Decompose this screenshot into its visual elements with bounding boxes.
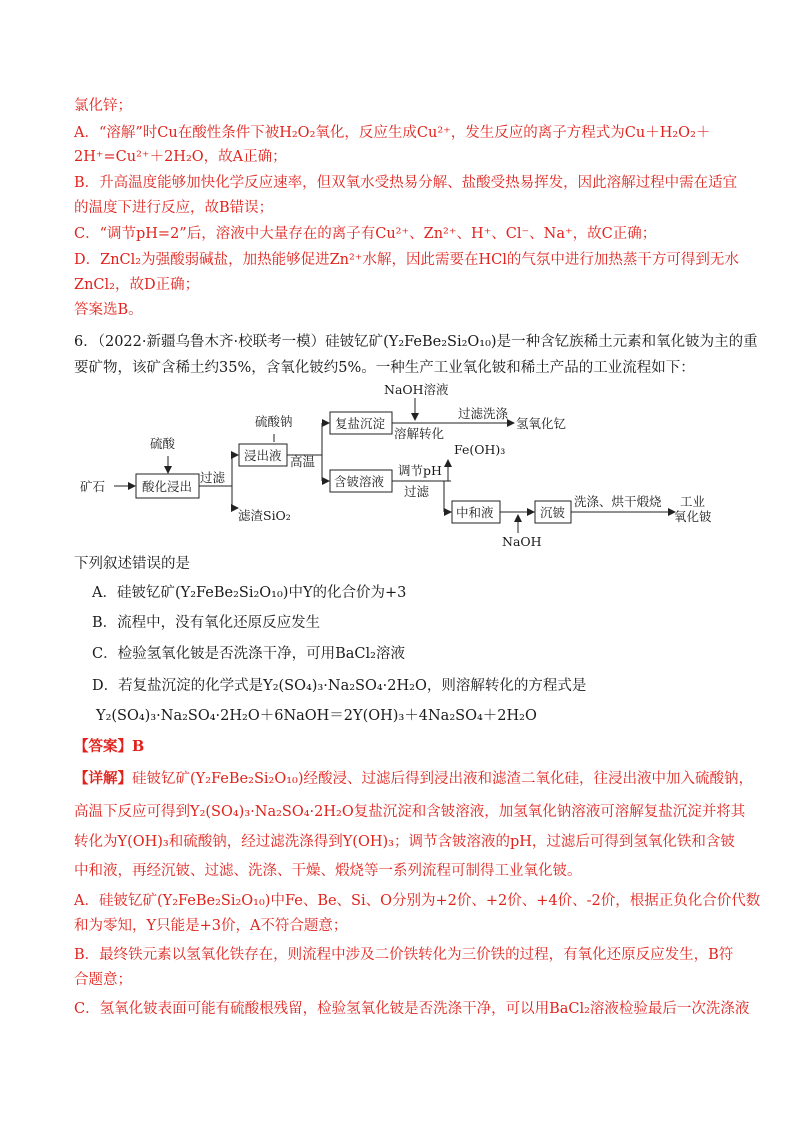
- option-c: C．检验氢氧化铍是否洗涤干净，可用BaCl₂溶液: [92, 646, 405, 662]
- flow-ore: 矿石: [80, 479, 106, 494]
- flow-neutral: 中和液: [456, 505, 494, 520]
- explain-prev-l2: A．“溶解”时Cu在酸性条件下被H₂O₂氧化，反应生成Cu²⁺，发生反应的离子方程式为Cu＋H₂O₂＋: [74, 125, 711, 141]
- option-b: B．流程中，没有氧化还原反应发生: [92, 615, 321, 631]
- explanation-label: 【详解】: [74, 770, 132, 787]
- question-prompt: 下列叙述错误的是: [74, 556, 190, 572]
- flow-be-solution: 含铍溶液: [334, 474, 385, 489]
- explanation-c-l1: C．氢氧化铍表面可能有硫酸根残留，检验氢氧化铍是否洗涤干净，可以用BaCl₂溶液检验最后一次洗涤液: [74, 1001, 750, 1017]
- flow-filter1: 过滤: [200, 470, 226, 485]
- explanation-l3: 转化为Y(OH)₃和硫酸钠，经过滤洗涤得到Y(OH)₃；调节含铍溶液的pH，过滤后可得到氢氧化铁和含铍: [74, 834, 735, 850]
- flow-fe-oh: Fe(OH)₃: [454, 442, 506, 457]
- explanation-a-l2: 和为零知，Y只能是+3价，A不符合题意；: [74, 918, 348, 934]
- explain-prev-l5: 的温度下进行反应，故B错误；: [74, 200, 274, 216]
- flow-product-2: 氧化铍: [674, 509, 712, 524]
- explain-prev-answer: 答案选B。: [74, 302, 143, 318]
- flow-y-oh: 氢氧化钇: [516, 416, 567, 431]
- flow-naoh: NaOH: [502, 534, 542, 549]
- flow-residue: 滤渣SiO₂: [238, 508, 291, 523]
- explanation-b-l1: B．最终铁元素以氢氧化铁存在，则流程中涉及二价铁转化为三价铁的过程，有氧化还原反应发生，B符: [74, 947, 734, 963]
- flow-be-precip: 沉铍: [540, 505, 566, 520]
- flow-leachate: 浸出液: [244, 448, 282, 463]
- explanation-l1: [74, 769, 753, 789]
- explain-prev-l8: ZnCl₂，故D正确；: [74, 277, 200, 293]
- process-flowchart: [80, 378, 730, 550]
- question-stem-l1: 6．（2022·新疆乌鲁木齐·校联考一模）硅铍钇矿(Y₂FeBe₂Si₂O₁₀)是一种含钇族稀土元素和氧化铍为主的重: [74, 334, 758, 350]
- question-stem-l2: 要矿物，该矿含稀土约35%，含氧化铍约5%。一种生产工业氧化铍和稀土产品的工业流程如下：: [74, 360, 695, 376]
- flow-sulfuric: 硫酸: [150, 436, 176, 451]
- explain-prev-l7: D．ZnCl₂为强酸弱碱盐，加热能够促进Zn²⁺水解，因此需要在HCl的气氛中进行加热蒸干方可得到无水: [74, 252, 739, 268]
- explain-prev-l3: 2H⁺=Cu²⁺＋2H₂O，故A正确；: [74, 149, 287, 165]
- explanation-l4: 中和液，再经沉铍、过滤、洗涤、干燥、煅烧等一系列流程可制得工业氧化铍。: [74, 863, 582, 879]
- explain-prev-l1: 氯化锌；: [74, 98, 132, 114]
- explanation-text-l1: 硅铍钇矿(Y₂FeBe₂Si₂O₁₀)经酸浸、过滤后得到浸出液和滤渣二氧化硅，往浸出液中加入硫酸钠，: [132, 771, 753, 787]
- answer-label: 【答案】B: [74, 738, 145, 755]
- option-d-equation: Y₂(SO₄)₃·Na₂SO₄·2H₂O＋6NaOH＝2Y(OH)₃＋4Na₂SO₄＋2H₂O: [96, 708, 537, 724]
- flow-dissolve: 溶解转化: [394, 426, 445, 441]
- flow-filter-wash: 过滤洗涤: [458, 406, 509, 421]
- flow-adjust-ph: 调节pH: [398, 463, 442, 478]
- flow-double-salt: 复盐沉淀: [335, 416, 386, 431]
- explain-prev-l4: B．升高温度能够加快化学反应速率，但双氧水受热易分解、盐酸受热易挥发，因此溶解过程中需在适宜: [74, 175, 738, 191]
- flow-acid-leach: 酸化浸出: [142, 479, 193, 494]
- flow-wash-dry: 洗涤、烘干煅烧: [574, 494, 662, 509]
- explanation-a-l1: A．硅铍钇矿(Y₂FeBe₂Si₂O₁₀)中Fe、Be、Si、O分别为+2价、+2价、+4价、-2价，根据正负化合价代数: [74, 893, 761, 909]
- option-a: A．硅铍钇矿(Y₂FeBe₂Si₂O₁₀)中Y的化合价为+3: [92, 585, 407, 601]
- flow-filter2: 过滤: [404, 484, 430, 499]
- explain-prev-l6: C．“调节pH=2”后，溶液中大量存在的离子有Cu²⁺、Zn²⁺、H⁺、Cl⁻、Na⁺，故C正确；: [74, 226, 657, 242]
- explanation-b-l2: 合题意；: [74, 972, 132, 988]
- flow-naoh-solution: NaOH溶液: [384, 382, 449, 397]
- flow-high-temp: 高温: [290, 454, 316, 469]
- option-d: D．若复盐沉淀的化学式是Y₂(SO₄)₃·Na₂SO₄·2H₂O，则溶解转化的方程式是: [92, 678, 587, 694]
- flow-product-1: 工业: [680, 494, 706, 509]
- flow-na2so4: 硫酸钠: [255, 414, 293, 429]
- explanation-l2: 高温下反应可得到Y₂(SO₄)₃·Na₂SO₄·2H₂O复盐沉淀和含铍溶液，加氢氧化钠溶液可溶解复盐沉淀并将其: [74, 804, 746, 820]
